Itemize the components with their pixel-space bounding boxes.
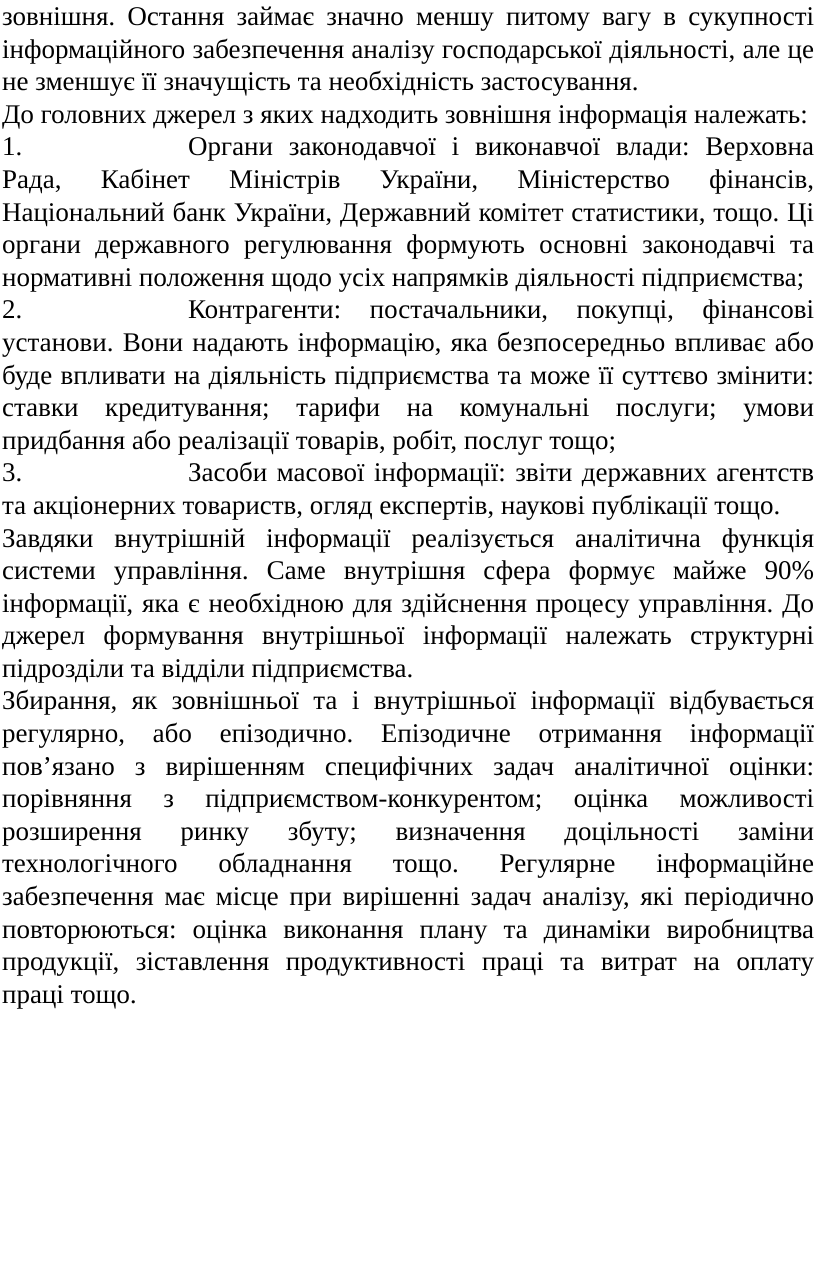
list-item (2, 293, 814, 456)
paragraph-internal-info: Завдяки внутрішній інформації реалізується аналітична функція системи управління. Саме внутрішня сфера формує майже 90% інформації, яка є необхідною для здійснення процесу управління. До джерел формування внутрішньої інформації належать структурні підрозділи та відділи підприємства. (2, 522, 814, 683)
list-item-text: Органи законодавчої і виконавчої влади: Верховна Рада, Кабінет Міністрів України, Міністерство фінансів, Національний банк України, Державний комітет статистики, тощо. Ці органи державного регулювання формують основні законодавчі та нормативні положення щодо усіх напрямків діяльності підприємства; (2, 131, 814, 292)
list-item-text: Контрагенти: постачальники, покупці, фінансові установи. Вони надають інформацію, яка безпосередньо впливає або буде впливати на діяльність підприємства та може її суттєво змінити: ставки кредитування; тарифи на комунальні послуги; умови придбання або реалізації товарів, робіт, послуг тощо; (2, 294, 814, 455)
paragraph-sources-heading: До головних джерел з яких надходить зовнішня інформація належать: (2, 98, 808, 129)
list-item-text: Засоби масової інформації: звіти державних агентств та акціонерних товариств, огляд експертів, наукові публікації тощо. (2, 457, 814, 520)
list-item-number: 2. (2, 294, 23, 325)
list-item (2, 130, 814, 293)
paragraph-collection: Збирання, як зовнішньої та і внутрішньої інформації відбувається регулярно, або епізодично. Епізодичне отримання інформації пов’язано з вирішенням специфічних задач аналітичної оцінки: порівняння з підприємством-конкурентом; оцінка можливості розширення ринку збуту; визначення доцільності заміни технологічного обладнання тощо. Регулярне інформаційне забезпечення має місце при вирішенні задач аналізу, які періодично повторюються: оцінка виконання плану та динаміки виробництва продукції, зіставлення продуктивності праці та витрат на оплату праці тощо. (2, 685, 814, 1009)
list-item (2, 456, 814, 521)
paragraph-intro: зовнішня. Остання займає значно меншу питому вагу в сукупності інформаційного забезпечення аналізу господарської діяльності, але це не зменшує її значущість та необхідність застосування. (2, 1, 814, 97)
list-item-number: 1. (2, 131, 23, 162)
list-item-number: 3. (2, 457, 23, 488)
